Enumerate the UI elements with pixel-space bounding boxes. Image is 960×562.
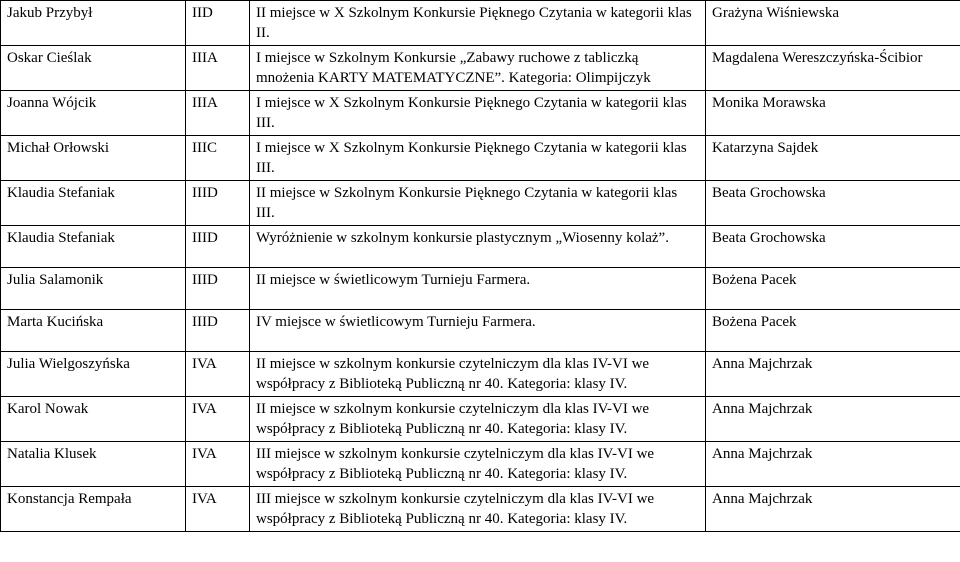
achievement-cell: II miejsce w szkolnym konkursie czytelniczym dla klas IV-VI we współpracy z Biblioteką Publiczną nr 40. Kategoria: klasy IV.	[250, 397, 706, 442]
teacher-cell: Katarzyna Sajdek	[706, 136, 960, 181]
table-row	[1, 352, 960, 397]
table-row	[1, 226, 960, 268]
class-cell: IVA	[186, 352, 250, 397]
table-row	[1, 91, 960, 136]
achievement-cell: I miejsce w X Szkolnym Konkursie Pięknego Czytania w kategorii klas III.	[250, 136, 706, 181]
achievement-cell: II miejsce w Szkolnym Konkursie Pięknego Czytania w kategorii klas III.	[250, 181, 706, 226]
student-name-cell: Joanna Wójcik	[1, 91, 186, 136]
student-name-cell: Klaudia Stefaniak	[1, 226, 186, 268]
class-cell: IVA	[186, 487, 250, 532]
student-name-cell: Michał Orłowski	[1, 136, 186, 181]
class-cell: IIIA	[186, 91, 250, 136]
class-cell: IIID	[186, 226, 250, 268]
teacher-cell: Beata Grochowska	[706, 181, 960, 226]
achievement-cell: I miejsce w Szkolnym Konkursie „Zabawy ruchowe z tabliczką mnożenia KARTY MATEMATYCZNE”. Kategoria: Olimpijczyk	[250, 46, 706, 91]
teacher-cell: Grażyna Wiśniewska	[706, 1, 960, 46]
student-name-cell: Karol Nowak	[1, 397, 186, 442]
table-row	[1, 397, 960, 442]
table-row	[1, 487, 960, 532]
table-row	[1, 46, 960, 91]
student-name-cell: Konstancja Rempała	[1, 487, 186, 532]
class-cell: IIIC	[186, 136, 250, 181]
table-row	[1, 442, 960, 487]
achievement-cell: II miejsce w szkolnym konkursie czytelniczym dla klas IV-VI we współpracy z Biblioteką Publiczną nr 40. Kategoria: klasy IV.	[250, 352, 706, 397]
teacher-cell: Bożena Pacek	[706, 310, 960, 352]
awards-table-body	[1, 1, 960, 532]
achievement-cell: III miejsce w szkolnym konkursie czytelniczym dla klas IV-VI we współpracy z Biblioteką Publiczną nr 40. Kategoria: klasy IV.	[250, 442, 706, 487]
table-row	[1, 1, 960, 46]
teacher-cell: Monika Morawska	[706, 91, 960, 136]
table-row	[1, 136, 960, 181]
achievement-cell: II miejsce w X Szkolnym Konkursie Pięknego Czytania w kategorii klas II.	[250, 1, 706, 46]
student-name-cell: Julia Salamonik	[1, 268, 186, 310]
table-row	[1, 268, 960, 310]
teacher-cell: Bożena Pacek	[706, 268, 960, 310]
teacher-cell: Magdalena Wereszczyńska-Ścibior	[706, 46, 960, 91]
table-row	[1, 181, 960, 226]
achievement-cell: Wyróżnienie w szkolnym konkursie plastycznym „Wiosenny kolaż”.	[250, 226, 706, 268]
student-name-cell: Marta Kucińska	[1, 310, 186, 352]
student-name-cell: Oskar Cieślak	[1, 46, 186, 91]
class-cell: IIID	[186, 310, 250, 352]
teacher-cell: Anna Majchrzak	[706, 487, 960, 532]
table-row	[1, 310, 960, 352]
achievement-cell: IV miejsce w świetlicowym Turnieju Farmera.	[250, 310, 706, 352]
class-cell: IVA	[186, 442, 250, 487]
achievement-cell: II miejsce w świetlicowym Turnieju Farmera.	[250, 268, 706, 310]
achievement-cell: III miejsce w szkolnym konkursie czytelniczym dla klas IV-VI we współpracy z Biblioteką Publiczną nr 40. Kategoria: klasy IV.	[250, 487, 706, 532]
student-name-cell: Klaudia Stefaniak	[1, 181, 186, 226]
teacher-cell: Beata Grochowska	[706, 226, 960, 268]
teacher-cell: Anna Majchrzak	[706, 397, 960, 442]
class-cell: IIID	[186, 268, 250, 310]
class-cell: IIID	[186, 181, 250, 226]
class-cell: IVA	[186, 397, 250, 442]
teacher-cell: Anna Majchrzak	[706, 442, 960, 487]
student-name-cell: Natalia Klusek	[1, 442, 186, 487]
class-cell: IIIA	[186, 46, 250, 91]
achievement-cell: I miejsce w X Szkolnym Konkursie Pięknego Czytania w kategorii klas III.	[250, 91, 706, 136]
teacher-cell: Anna Majchrzak	[706, 352, 960, 397]
class-cell: IID	[186, 1, 250, 46]
student-name-cell: Julia Wielgoszyńska	[1, 352, 186, 397]
student-name-cell: Jakub Przybył	[1, 1, 186, 46]
